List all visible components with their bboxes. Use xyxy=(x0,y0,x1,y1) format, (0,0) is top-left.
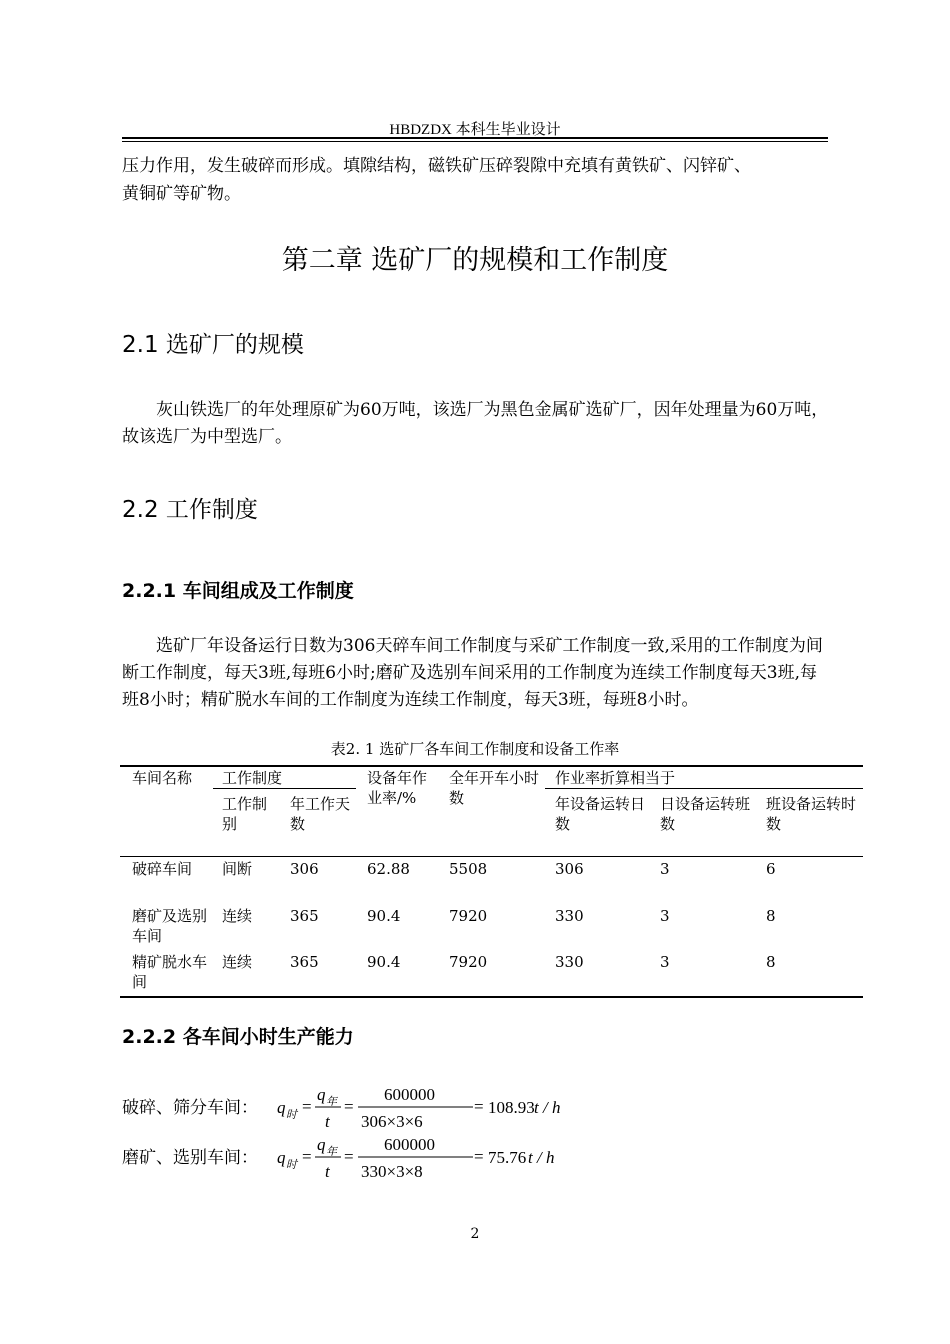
cell-days: 365 xyxy=(290,907,319,925)
cell-workshop: 磨矿及选别车间 xyxy=(132,907,208,945)
th-eq-days: 年设备运转日数 xyxy=(555,795,646,833)
cell-rate: 90.4 xyxy=(367,953,401,971)
formula-label: 破碎、筛分车间： xyxy=(122,1098,258,1118)
cell-rate: 90.4 xyxy=(367,907,401,925)
cell-eq-hours: 8 xyxy=(766,907,776,925)
cell-eq-days: 330 xyxy=(555,953,584,971)
result-unit: t / h xyxy=(528,1148,555,1167)
cell-hours: 5508 xyxy=(449,860,488,878)
chapter-title: 第二章 选矿厂的规模和工作制度 xyxy=(281,245,669,276)
cell-regime: 间断 xyxy=(222,860,253,878)
section-heading-2-2-2: 2.2.2 各车间小时生产能力 xyxy=(122,1026,354,1048)
cell-workshop: 精矿脱水车间 xyxy=(132,953,208,991)
cell-eq-shifts: 3 xyxy=(660,907,670,925)
cell-regime: 连续 xyxy=(222,953,253,971)
numerator-q-sub: 年 xyxy=(326,1145,337,1158)
formula-q-sub: 时 xyxy=(286,1108,297,1121)
result-value: 75.76 xyxy=(488,1148,527,1167)
th-work-days: 年工作天数 xyxy=(290,795,351,833)
cell-eq-hours: 8 xyxy=(766,953,776,971)
cell-eq-days: 330 xyxy=(555,907,584,925)
page-number: 2 xyxy=(470,1226,480,1242)
numerator-value: 600000 xyxy=(384,1085,435,1104)
section-heading-2-1: 2.1 选矿厂的规模 xyxy=(122,332,304,358)
numerator-q-sub: 年 xyxy=(326,1095,337,1108)
table-top-rule xyxy=(120,765,863,767)
denominator-value: 306×3×6 xyxy=(361,1112,423,1131)
th-eq-shifts: 日设备运转班数 xyxy=(660,795,751,833)
intro-line-2: 黄铜矿等矿物。 xyxy=(122,184,241,204)
cell-workshop: 破碎车间 xyxy=(132,860,193,878)
equals-sign: = xyxy=(474,1147,484,1166)
cell-rate: 62.88 xyxy=(367,860,410,878)
th-equivalent: 作业率折算相当于 xyxy=(555,769,676,787)
formula-grinding-svg xyxy=(122,1128,622,1188)
equals-sign: = xyxy=(302,1147,312,1166)
th-regime-type: 工作制别 xyxy=(222,795,268,833)
numerator-q: q xyxy=(317,1135,326,1154)
table-equivalent-rule xyxy=(545,788,863,789)
numerator-value: 600000 xyxy=(384,1135,435,1154)
equals-sign: = xyxy=(302,1097,312,1116)
formula-label: 磨矿、选别车间： xyxy=(122,1148,258,1168)
th-workshop: 车间名称 xyxy=(132,769,193,787)
cell-days: 365 xyxy=(290,953,319,971)
cell-eq-shifts: 3 xyxy=(660,860,670,878)
equals-sign: = xyxy=(344,1097,354,1116)
result-unit: t / h xyxy=(534,1098,561,1117)
th-utilization: 设备年作业率/% xyxy=(367,769,428,807)
section-2-2-1-paragraph: 选矿厂年设备运行日数为306天碎车间工作制度与采矿工作制度一致,采用的工作制度为间断工作制度，每天3班,每班6小时;磨矿及选别车间采用的工作制度为连续工作制度每天3班,每班8小时；精矿脱水车间的工作制度为连续工作制度，每天3班，每班8小时。 xyxy=(122,636,823,710)
intro-line-1: 压力作用，发生破碎而形成。填隙结构，磁铁矿压碎裂隙中充填有黄铁矿、闪锌矿、 xyxy=(122,156,751,176)
formula-q: q xyxy=(277,1148,286,1167)
numerator-q: q xyxy=(317,1085,326,1104)
section-heading-2-2: 2.2 工作制度 xyxy=(122,497,258,523)
denominator-value: 330×3×8 xyxy=(361,1162,423,1181)
denominator-t: t xyxy=(325,1112,330,1131)
table-regime-rule xyxy=(213,788,356,789)
table-bottom-rule xyxy=(120,996,863,998)
table-header-rule xyxy=(120,856,863,857)
cell-eq-shifts: 3 xyxy=(660,953,670,971)
table-caption: 表2. 1 选矿厂各车间工作制度和设备工作率 xyxy=(330,740,620,758)
formula-q-sub: 时 xyxy=(286,1158,297,1171)
section-heading-2-2-1: 2.2.1 车间组成及工作制度 xyxy=(122,580,354,602)
cell-days: 306 xyxy=(290,860,319,878)
equals-sign: = xyxy=(344,1147,354,1166)
section-2-1-paragraph: 灰山铁选厂的年处理原矿为60万吨，该选厂为黑色金属矿选矿厂，因年处理量为60万吨，故该选厂为中型选厂。 xyxy=(122,400,829,447)
equals-sign: = xyxy=(474,1097,484,1116)
cell-eq-days: 306 xyxy=(555,860,584,878)
th-eq-hours: 班设备运转时数 xyxy=(766,795,857,833)
cell-regime: 连续 xyxy=(222,907,253,925)
formula-q: q xyxy=(277,1098,286,1117)
formula-grinding xyxy=(122,1128,622,1188)
denominator-t: t xyxy=(325,1162,330,1181)
result-value: 108.93 xyxy=(488,1098,535,1117)
th-annual-hours: 全年开车小时数 xyxy=(449,769,540,807)
cell-eq-hours: 6 xyxy=(766,860,776,878)
cell-hours: 7920 xyxy=(449,907,488,925)
cell-hours: 7920 xyxy=(449,953,488,971)
th-regime: 工作制度 xyxy=(222,769,283,787)
page-header: HBDZDX 本科生毕业设计 xyxy=(389,122,561,138)
